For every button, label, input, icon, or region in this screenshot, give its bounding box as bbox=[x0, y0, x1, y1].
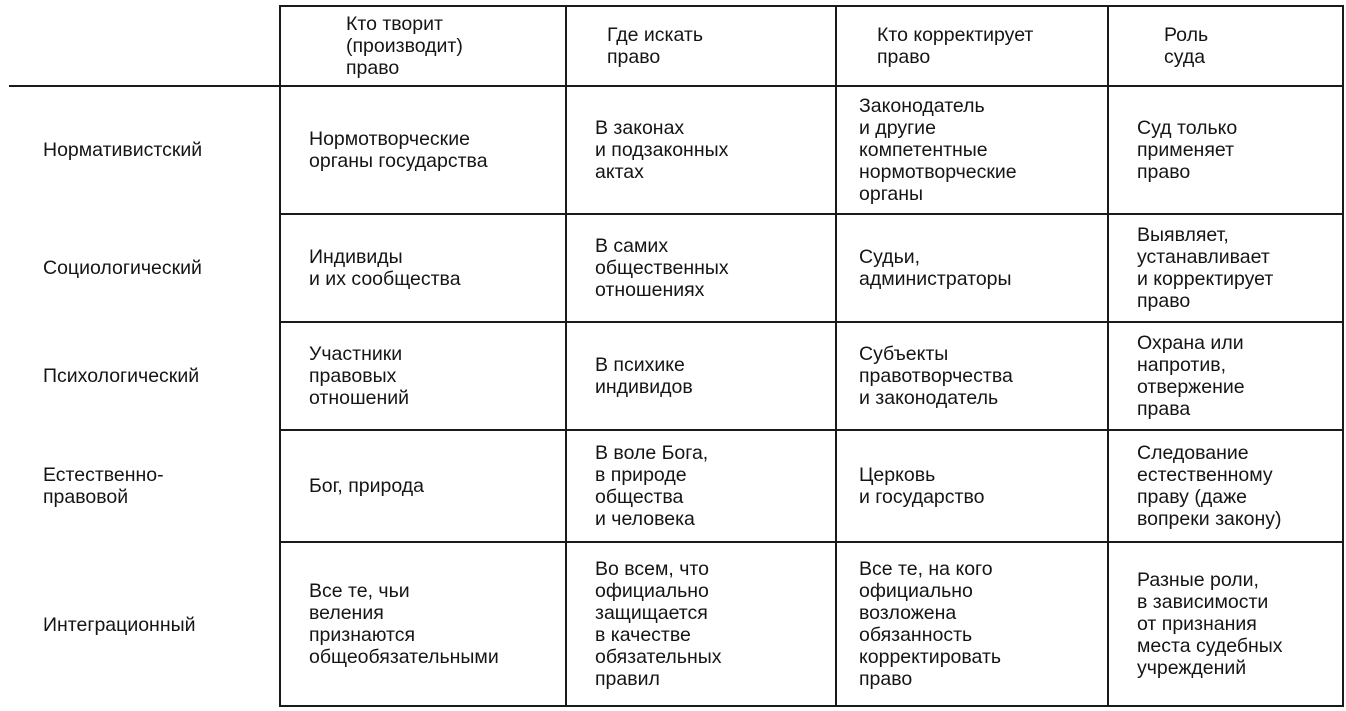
row-label: Естественно- правовой bbox=[9, 430, 280, 542]
table-cell: Все те, на кого официально возложена обязанность корректировать право bbox=[836, 542, 1108, 706]
header-row bbox=[9, 6, 1343, 86]
row-label: Интеграционный bbox=[9, 542, 280, 706]
law-types-table-container bbox=[9, 5, 1343, 705]
header-court-role: Роль суда bbox=[1108, 6, 1343, 86]
table-cell: В психике индивидов bbox=[566, 322, 836, 430]
table-cell: В воле Бога, в природе общества и человека bbox=[566, 430, 836, 542]
table-cell: Бог, природа bbox=[280, 430, 566, 542]
table-cell: Судьи, администраторы bbox=[836, 214, 1108, 322]
table-cell: В законах и подзаконных актах bbox=[566, 86, 836, 214]
header-where-to-find: Где искать право bbox=[566, 6, 836, 86]
table-cell: Участники правовых отношений bbox=[280, 322, 566, 430]
table-cell: Выявляет, устанавливает и корректирует право bbox=[1108, 214, 1343, 322]
table-cell: Разные роли, в зависимости от признания места судебных учреждений bbox=[1108, 542, 1343, 706]
table-cell: Церковь и государство bbox=[836, 430, 1108, 542]
table-cell: Суд только применяет право bbox=[1108, 86, 1343, 214]
row-label: Психологический bbox=[9, 322, 280, 430]
law-types-table bbox=[9, 5, 1344, 707]
table-cell: Законодатель и другие компетентные нормотворческие органы bbox=[836, 86, 1108, 214]
table-cell: Нормотворческие органы государства bbox=[280, 86, 566, 214]
table-row bbox=[9, 542, 1343, 706]
table-cell: Все те, чьи веления признаются общеобязательными bbox=[280, 542, 566, 706]
table-cell: В самих общественных отношениях bbox=[566, 214, 836, 322]
table-row bbox=[9, 86, 1343, 214]
table-cell: Во всем, что официально защищается в качестве обязательных правил bbox=[566, 542, 836, 706]
table-row bbox=[9, 322, 1343, 430]
table-cell: Индивиды и их сообщества bbox=[280, 214, 566, 322]
table-row bbox=[9, 214, 1343, 322]
table-row bbox=[9, 430, 1343, 542]
header-who-creates: Кто творит (производит) право bbox=[280, 6, 566, 86]
table-cell: Субъекты правотворчества и законодатель bbox=[836, 322, 1108, 430]
row-label: Нормативистский bbox=[9, 86, 280, 214]
table-cell: Охрана или напротив, отвержение права bbox=[1108, 322, 1343, 430]
header-who-corrects: Кто корректирует право bbox=[836, 6, 1108, 86]
header-corner-cell bbox=[9, 6, 280, 86]
table-cell: Следование естественному праву (даже вопреки закону) bbox=[1108, 430, 1343, 542]
row-label: Социологический bbox=[9, 214, 280, 322]
